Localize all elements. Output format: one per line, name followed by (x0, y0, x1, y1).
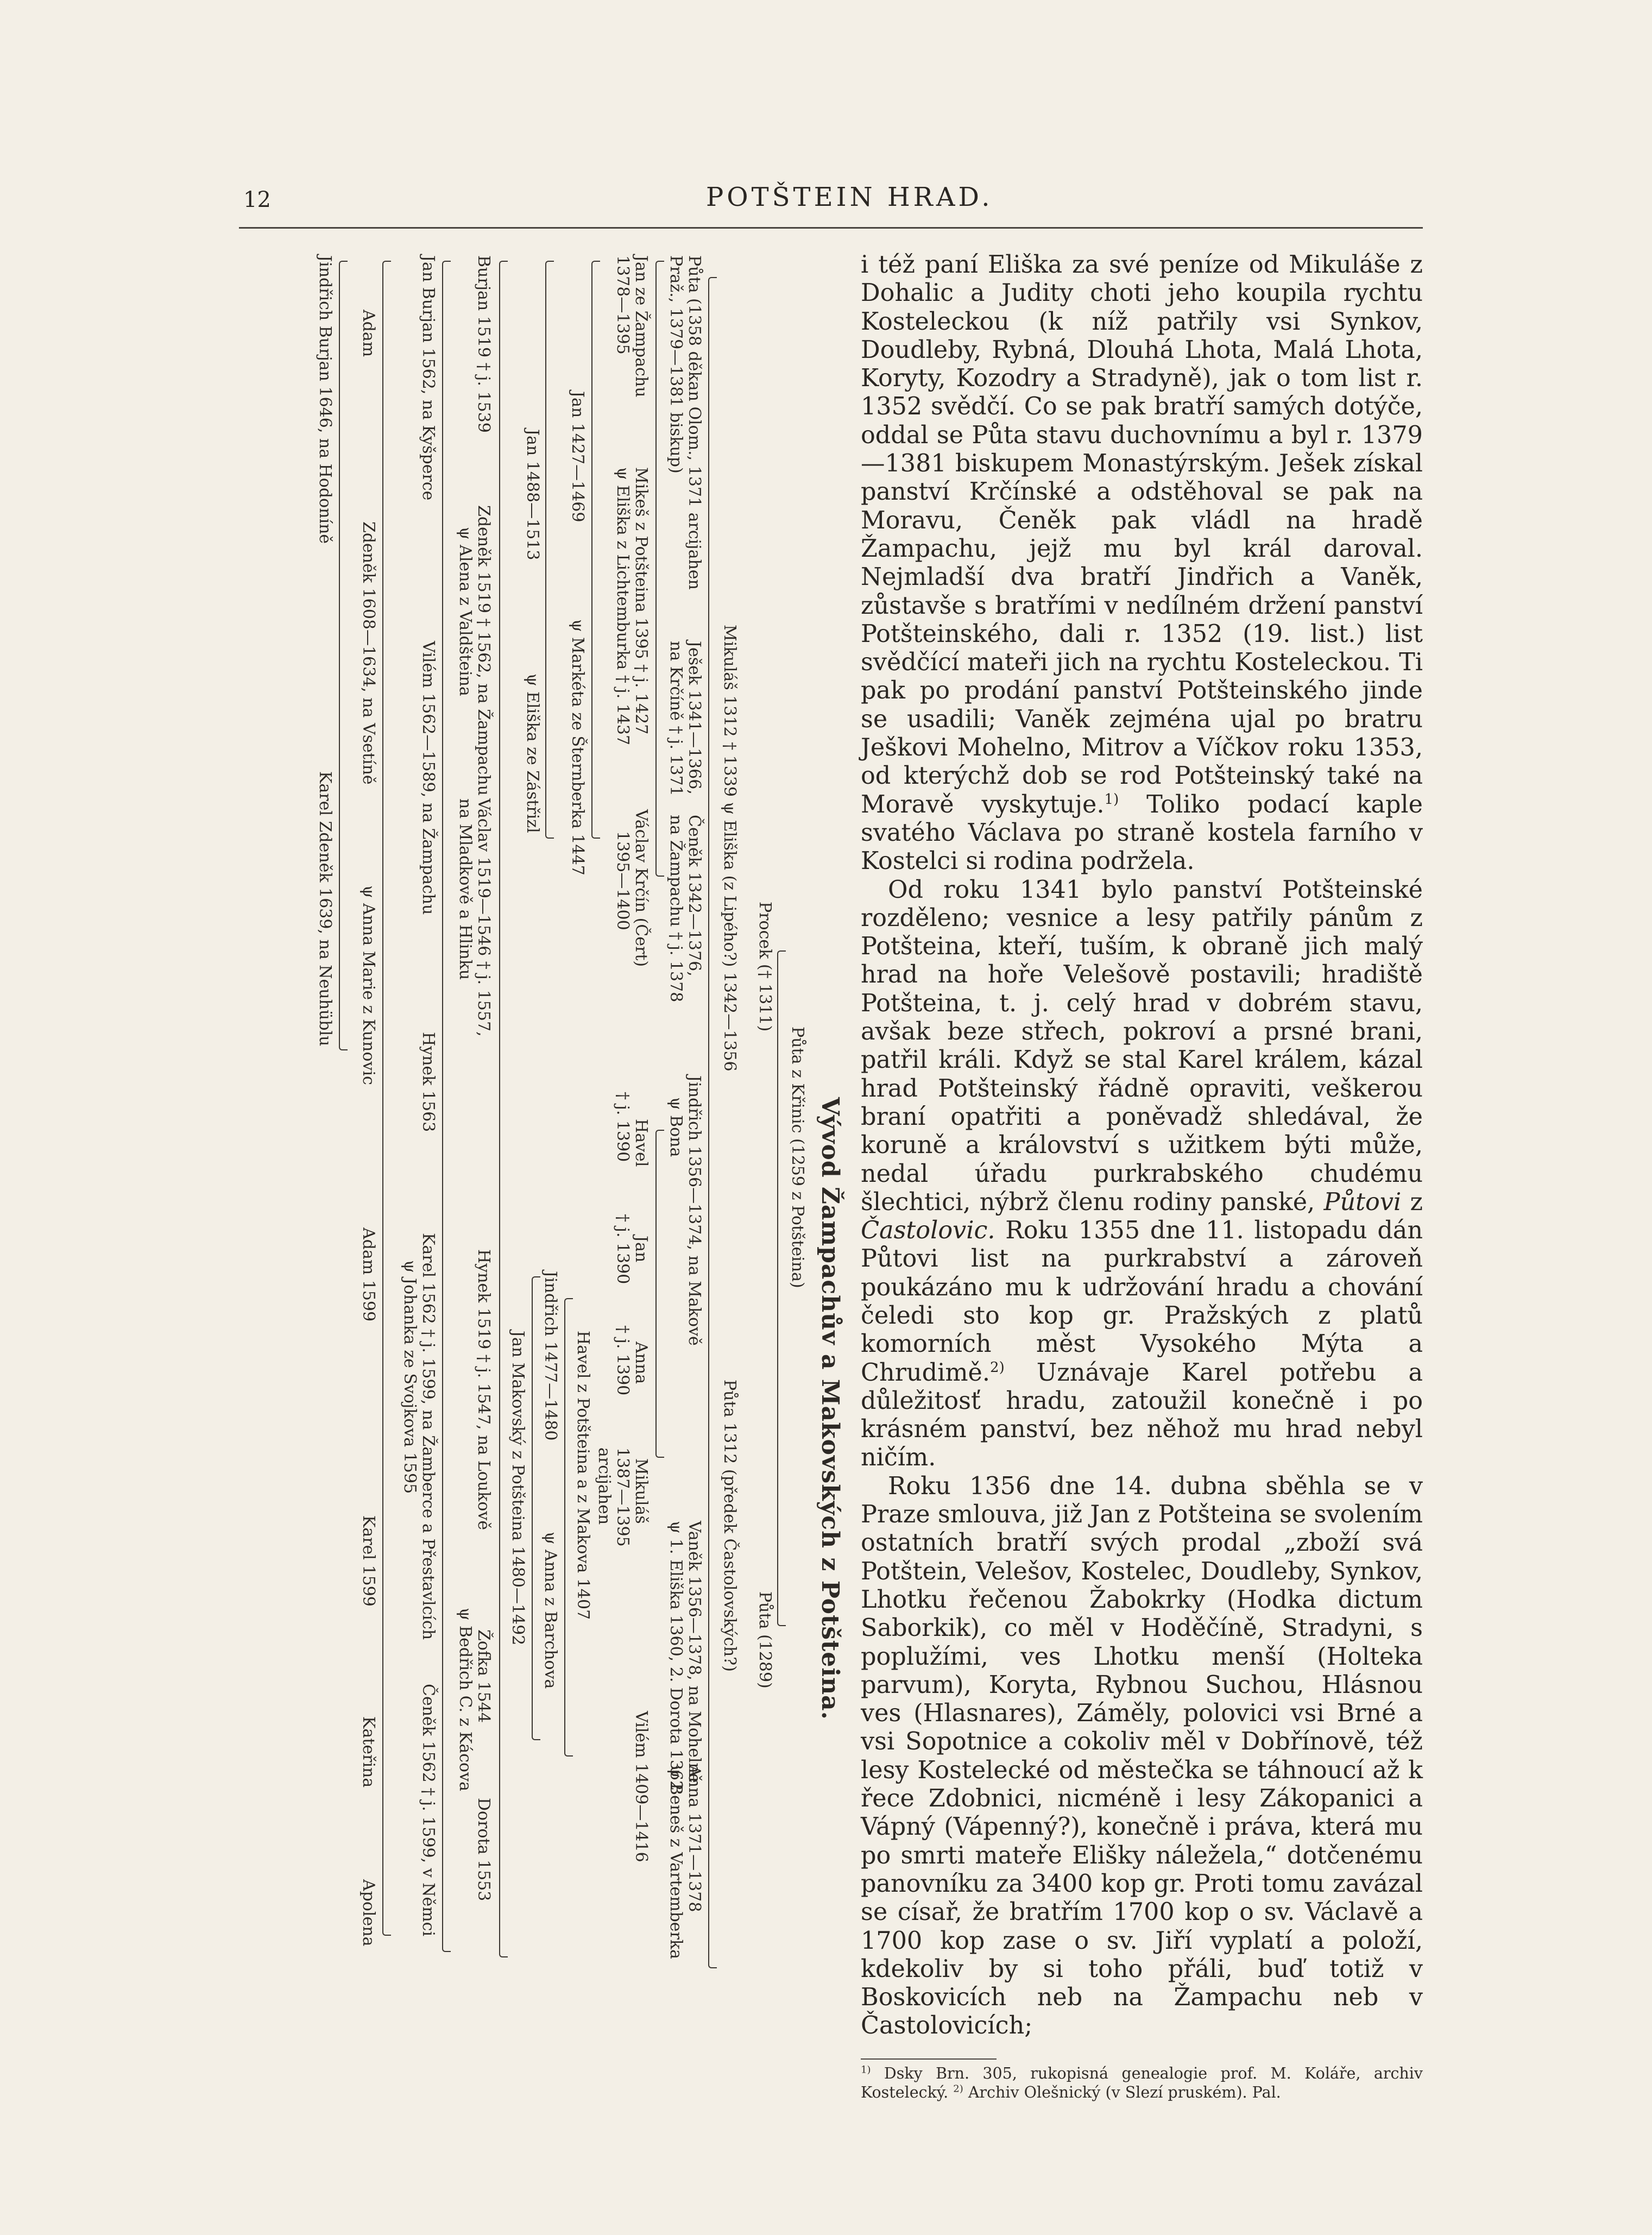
running-header: POTŠTEIN HRAD. (706, 182, 993, 212)
person: Anna 1371—1378 ψ Beneš z Vartemberka (666, 1765, 704, 1959)
person: Čeněk 1562 † j. 1599, v Němci (419, 1684, 438, 1937)
text-run: Od roku 1341 bylo panství Potšteinské rozděleno; vesnice a lesy patřily pánům z Potšteina, kteří, tuším, k obraně jich malý hrad na hoře Velešově postavili; hradiště Potšteina, t. j. celý hrad v dobrém stavu, avšak beze střech, pokroví a prsné brani, patřil králi. Když se stal Karel králem, kázal hrad Potšteinský řádně opraviti, veškerou braní opatřiti a poněvadž shledával, že koruně a království s užitkem býti může, nedal úřadu purkrabského chudému šlechtici, nýbrž členu rodiny panské, (861, 876, 1423, 1216)
text-run: z (1401, 1188, 1423, 1216)
bracket (532, 1276, 540, 1740)
text-run: Roku 1355 dne 11. listopadu dán Půtovi list na purkrabství a zároveň poukázáno mu k udržování hradu a chování čeledi sto kop gr. Pražských z platů komorních měst Vysokého Mýta a Chrudimě. (861, 1217, 1423, 1387)
person: Hynek 1563 (419, 1032, 438, 1132)
paragraph (861, 1472, 1423, 2041)
person: Mikuláš 1312 † 1339 ψ Eliška (z Lipého?) 1342—1356 (720, 625, 739, 1072)
bracket (545, 261, 554, 839)
person: Jan ze Žampachu 1378—1395 (613, 255, 651, 398)
genealogy-tree (239, 250, 855, 1988)
person: ψ Markéta ze Šternberka 1447 (568, 619, 587, 876)
person: Burjan 1519 † j. 1539 (474, 255, 493, 433)
person: Apolena (359, 1879, 378, 1947)
person: Kateřina (359, 1716, 378, 1788)
genealogy-title: Vývod Žampachův a Makovských z Potšteina. (816, 1097, 844, 1720)
bracket (339, 261, 348, 1050)
person: Karel 1599 (359, 1515, 378, 1607)
footnote-text: Archiv Olešnický (v Slezí pruském). Pal. (963, 2083, 1281, 2101)
italic-text: Půtovi (1323, 1188, 1402, 1216)
footnote-ref: 2) (990, 1359, 1005, 1376)
person: Mikuláš 1387—1395 arcijahen (595, 1447, 651, 1547)
footnote-mark: 2) (953, 2083, 963, 2095)
bracket (382, 261, 391, 1936)
person: Adam (359, 310, 378, 357)
body-text (861, 251, 1423, 2041)
genealogy-table (239, 250, 855, 1988)
person: Půta (1289) (755, 1591, 774, 1689)
person: Karel 1562 † j. 1599, na Žamberce a Přestavlcích ψ Johanka ze Svojkova 1595 (400, 1233, 438, 1640)
person: Půta 1312 (předek Častolovských?) (720, 1380, 739, 1672)
person: ψ Anna z Barchova (541, 1532, 560, 1689)
person: Půta (1358 děkan Olom., 1371 arcijahen Praž., 1379—1381 biskup) (666, 255, 704, 590)
person: Vaněk 1356—1378, na Mohelně ψ 1. Eliška 1360, 2. Dorota 1362 (666, 1521, 704, 1791)
person: Jindřich Burjan 1646, na Hodoníně (316, 255, 335, 544)
person: Jan Burjan 1562, na Kyšperce (419, 255, 438, 501)
header-rule (239, 227, 1423, 229)
person: Václav 1519—1546 † j. 1557, na Mladkově a Hlinku (456, 798, 493, 1037)
person: Vilém 1409—1416 (632, 1711, 651, 1862)
person: Procek († 1311) (755, 902, 774, 1032)
genealogy-root: Půta z Křinic (1259 z Potšteina) (788, 1027, 807, 1288)
footnote-text: Dsky Brn. 305, rukopisná genealogie prof. M. Koláře, archiv Kostelecký. (861, 2064, 1423, 2101)
text-run: Roku 1356 dne 14. dubna sběhla se v Praze smlouva, již Jan z Potšteina se svolením ostatních bratří svých prodal „zboží svá Potštein, Velešov, Kostelec, Doudleby, Synkov, Lhotku řečenou Žabokrky (Hodka dictum Saborkik), co měl v Hoděčíně, Stradyni, s poplužími, ves Lhotku menší (Holteka parvum), Koryta, Rybnou Suchou, Hlásnou ves (Hlasnares), Záměly, polovici vsi Brné a vsi Sopotnice a cokoliv měl v Dobřínově, též lesy Kostelecké od městečka se táhnoucí až k řece Zdobnici, nicméně i lesy Zákopanici a Vápný (Vápenný?), konečně i práva, která mu po smrti mateře Elišky náležela,“ dotčenému panovníku za 3400 kop gr. Proti tomu zavázal se císař, že bratřím 1700 kop o sv. Václavě a 1700 kop zase o sv. Jiří vyplatí a položí, kdekoliv by si toho přáli, buď totiž v Boskovicích neb na Žampachu neb v Častolovicích; (861, 1472, 1423, 2040)
page-number: 12 (243, 187, 271, 212)
person: Dorota 1553 (474, 1798, 493, 1902)
text-run: Toliko podací kaple svatého Václava po straně kostela farního v Kostelci si rodina podržela. (861, 790, 1423, 876)
person: Zdeněk 1608—1634, na Vsetíně (359, 521, 378, 785)
person: Zdeněk 1519 † 1562, na Žampachu ψ Alena z Valdšteina (456, 505, 493, 796)
person: Žofka 1544 ψ Bedřich C. z Kácova (456, 1608, 493, 1791)
person: Anna † j. 1390 (613, 1325, 651, 1396)
bracket (708, 277, 717, 1968)
person: Mikeš z Potšteina 1395 † j. 1427 ψ Eliška z Lichtemburka † j. 1437 (613, 467, 651, 746)
footnote-rule (861, 2058, 997, 2060)
person: Jan Makovský z Potšteina 1480—1492 (508, 1331, 527, 1646)
bracket (442, 261, 451, 1952)
person: Jan 1488—1513 (523, 429, 542, 561)
person: Vilém 1562—1589, na Žampachu (419, 641, 438, 915)
person: Havel † j. 1390 (613, 1092, 651, 1167)
person: Hynek 1519 † j. 1547, na Loukově (474, 1249, 493, 1531)
footnotes (861, 2064, 1423, 2102)
bracket (655, 1130, 664, 1458)
bracket (655, 261, 664, 877)
person: Ješek 1341—1366, na Krčíně † j. 1371 (666, 641, 704, 796)
person: Jan 1427—1469 (568, 391, 587, 522)
person: ψ Anna Marie z Kunovic (359, 885, 378, 1085)
person: ψ Eliška ze Zástřizl (523, 673, 542, 833)
person: Jindřich 1477—1480 (541, 1271, 560, 1441)
text-run: Uznávaje Karel potřebu a důležitosť hradu, zatoužil konečně i po krásném panství, bez něhož mu hrad nebyl ničím. (861, 1358, 1423, 1472)
paragraph (861, 876, 1423, 1472)
person: Adam 1599 (359, 1227, 378, 1322)
person: Jan † j. 1390 (613, 1214, 651, 1285)
person: Václav Krčín (Čert) 1395—1400 (613, 809, 651, 967)
person: Jindřich 1356—1374, na Makově ψ Bona (666, 1075, 704, 1346)
person: Čeněk 1342—1376, na Žampachu † j. 1378 (666, 815, 704, 1003)
bracket (564, 1298, 573, 1756)
person: Karel Zdeněk 1639, na Neuhüblu (316, 771, 335, 1047)
footnote-ref: 1) (1104, 791, 1119, 808)
italic-text: Častolovic. (861, 1217, 995, 1245)
bracket (777, 950, 786, 1626)
bracket (591, 261, 600, 839)
text-run: i též paní Eliška za své peníze od Mikuláše z Dohalic a Judity choti jeho koupila rychtu Kosteleckou (k níž patřily vsi Synkov, Doudleby, Rybná, Dlouhá Lhota, Malá Lhota, Koryty, Kozodry a Stradyně), jak o tom list r. 1352 svědčí. Co se pak bratří samých dotýče, oddal se Půta stavu duchovnímu a byl r. 1379—1381 biskupem Monastýrským. Ješek získal panství Krčínské a odstěhoval se pak na Moravu, Čeněk pak vládl na hradě Žampachu, jejž mu byl král daroval. Nejmladší dva bratří Jindřich a Vaněk, zůstavše s bratřími v nedílném držení panství Potšteinského, dali r. 1352 (19. list.) list svědčící mateři jich na rychtu Kosteleckou. Ti pak po prodání panství Potšteinského jinde se usadili; Vaněk zejména ujal po bratru Ješkovi Mohelno, Mitrov a Víčkov roku 1353, od kterýchž dob se rod Potšteinský také na Moravě vyskytuje. (861, 251, 1423, 819)
paragraph (861, 251, 1423, 876)
bracket (499, 261, 508, 1957)
footnote-mark: 1) (861, 2064, 871, 2076)
person: Havel z Potšteina a z Makova 1407 (573, 1331, 592, 1620)
